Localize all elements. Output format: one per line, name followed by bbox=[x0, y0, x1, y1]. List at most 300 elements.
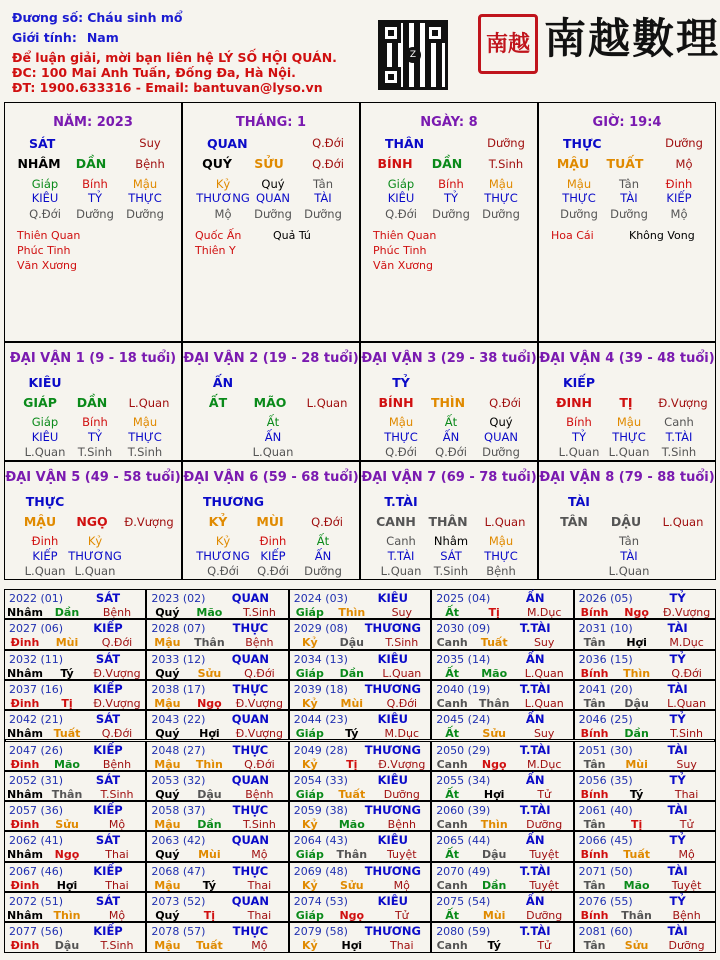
year-chi: Mùi bbox=[340, 696, 364, 710]
year-god: KIẾP bbox=[93, 621, 123, 636]
dai-van-cell bbox=[538, 461, 716, 580]
year-can: Tân bbox=[583, 636, 606, 650]
year-cell bbox=[431, 771, 573, 801]
year-label: 2034 (13) bbox=[293, 652, 348, 666]
qr-code-icon[interactable] bbox=[378, 20, 448, 90]
pillar-cell bbox=[360, 102, 538, 342]
dai-van-god: KIÊU bbox=[28, 375, 62, 390]
hidden-stem: Bính bbox=[82, 415, 108, 429]
dai-van-chi: TỊ bbox=[619, 395, 633, 410]
year-can: Ất bbox=[445, 787, 460, 801]
year-label: 2081 (60) bbox=[578, 925, 633, 939]
year-god: THỰC bbox=[232, 621, 269, 636]
year-chi: Thân bbox=[621, 909, 652, 922]
year-label: 2052 (31) bbox=[9, 773, 64, 787]
year-cell bbox=[289, 589, 431, 619]
year-state: Tử bbox=[679, 818, 694, 832]
hidden-state: Mộ bbox=[670, 207, 688, 221]
pillar-title: NĂM: 2023 bbox=[53, 115, 133, 130]
dai-van-title: ĐẠI VẬN 1 (9 - 18 tuổi) bbox=[9, 351, 177, 366]
year-label: 2056 (35) bbox=[578, 773, 633, 787]
hidden-god: THƯƠNG bbox=[68, 549, 122, 563]
year-god: TỶ bbox=[669, 651, 686, 666]
year-chi: Tị bbox=[203, 909, 216, 922]
year-chi: Tý bbox=[487, 939, 501, 953]
year-god: SÁT bbox=[95, 833, 121, 848]
year-chi: Mão bbox=[481, 666, 508, 680]
year-cell bbox=[289, 680, 431, 710]
year-can: Quý bbox=[155, 909, 180, 922]
year-god: TỶ bbox=[669, 833, 686, 848]
year-god: KIẾP bbox=[93, 863, 123, 878]
special-star: Phúc Tinh bbox=[373, 244, 427, 257]
year-cell bbox=[146, 650, 288, 680]
year-chi: Hợi bbox=[626, 636, 647, 650]
year-can: Canh bbox=[436, 818, 468, 832]
dai-van-cell bbox=[4, 342, 182, 461]
hidden-god: THỰC bbox=[128, 430, 162, 444]
pillar-can: BÍNH bbox=[377, 156, 413, 171]
year-cell bbox=[289, 922, 431, 952]
year-can: Canh bbox=[436, 636, 468, 650]
year-cell bbox=[146, 589, 288, 619]
year-god: T.TÀI bbox=[519, 924, 551, 939]
year-label: 2027 (06) bbox=[9, 622, 64, 636]
hidden-state: Dưỡng bbox=[304, 207, 342, 221]
year-chi: Ngọ bbox=[481, 757, 507, 771]
year-cell bbox=[289, 771, 431, 801]
year-god: TÀI bbox=[667, 924, 688, 939]
year-label: 2040 (19) bbox=[436, 682, 491, 696]
year-can: Canh bbox=[436, 939, 468, 953]
dai-van-god: ẤN bbox=[212, 375, 234, 390]
year-can: Ất bbox=[445, 606, 460, 619]
dai-van-god: T.TÀI bbox=[384, 494, 418, 509]
dai-van-cell bbox=[182, 342, 360, 461]
year-god: KIÊU bbox=[377, 772, 408, 787]
year-cell bbox=[574, 892, 716, 922]
year-god: THƯƠNG bbox=[364, 863, 421, 878]
year-label: 2071 (50) bbox=[578, 864, 633, 878]
hidden-state: Q.Đới bbox=[385, 445, 417, 459]
year-can: Kỷ bbox=[301, 818, 318, 832]
year-label: 2048 (27) bbox=[151, 743, 206, 757]
hidden-stem: Bính bbox=[438, 177, 464, 191]
hidden-god: QUAN bbox=[484, 430, 518, 444]
year-chi: Tị bbox=[346, 757, 358, 771]
year-can: Bính bbox=[580, 848, 609, 862]
year-label: 2059 (38) bbox=[293, 804, 348, 818]
year-god: QUAN bbox=[231, 894, 270, 908]
hidden-stem: Đinh bbox=[665, 177, 693, 191]
dai-van-state: Đ.Vượng bbox=[124, 515, 174, 529]
year-god: KIÊU bbox=[377, 833, 408, 848]
year-god: THƯƠNG bbox=[364, 621, 421, 636]
year-label: 2068 (47) bbox=[151, 864, 206, 878]
year-cell bbox=[574, 771, 716, 801]
year-god: KIÊU bbox=[377, 651, 408, 666]
year-label: 2037 (16) bbox=[9, 682, 64, 696]
special-star: Quốc Ấn bbox=[195, 229, 242, 242]
year-label: 2073 (52) bbox=[151, 895, 206, 908]
year-chi: Dần bbox=[339, 666, 364, 680]
year-can: Quý bbox=[155, 848, 180, 862]
year-god: TỶ bbox=[669, 894, 686, 908]
year-can: Quý bbox=[155, 666, 180, 680]
year-can: Đinh bbox=[10, 878, 40, 892]
hidden-state: Dưỡng bbox=[76, 207, 114, 221]
year-state: M.Dục bbox=[526, 606, 562, 619]
dai-van-chi: MÙI bbox=[256, 514, 284, 529]
year-chi: Thân bbox=[336, 848, 368, 862]
dai-van-god: TỶ bbox=[392, 375, 410, 390]
dai-van-can: ĐINH bbox=[555, 395, 593, 410]
hidden-stem: Tân bbox=[312, 177, 334, 191]
year-label: 2064 (43) bbox=[293, 834, 348, 848]
qr-center-logo: Z bbox=[405, 47, 421, 63]
year-chi: Dậu bbox=[624, 696, 649, 710]
year-god: THỰC bbox=[232, 803, 269, 818]
dai-van-title: ĐẠI VẬN 2 (19 - 28 tuổi) bbox=[183, 351, 359, 366]
dai-van-title: ĐẠI VẬN 6 (59 - 68 tuổi) bbox=[183, 470, 359, 485]
year-can: Bính bbox=[580, 666, 609, 680]
dai-van-can: KỶ bbox=[208, 514, 228, 529]
year-god: THỰC bbox=[232, 742, 269, 757]
year-cell bbox=[574, 619, 716, 649]
year-cell bbox=[574, 650, 716, 680]
year-cell bbox=[289, 619, 431, 649]
year-god: T.TÀI bbox=[519, 863, 551, 878]
year-chi: Ngọ bbox=[197, 696, 222, 710]
year-state: Dưỡng bbox=[668, 939, 705, 953]
year-label: 2066 (45) bbox=[578, 834, 633, 848]
year-state: Bệnh bbox=[245, 636, 274, 650]
dai-van-can: BÍNH bbox=[378, 395, 414, 410]
year-god: ẤN bbox=[525, 651, 545, 666]
year-label: 2075 (54) bbox=[436, 895, 491, 908]
pillar-state: Bệnh bbox=[135, 157, 165, 171]
hidden-god: THƯƠNG bbox=[196, 549, 250, 563]
year-god: THƯƠNG bbox=[364, 803, 421, 818]
year-label: 2060 (39) bbox=[436, 804, 491, 818]
year-god: THỰC bbox=[232, 924, 269, 939]
dai-van-state: L.Quan bbox=[484, 515, 526, 529]
year-god: ẤN bbox=[525, 894, 545, 908]
hidden-god: THỰC bbox=[484, 549, 518, 563]
year-can: Kỷ bbox=[301, 878, 318, 892]
hidden-stem: Mậu bbox=[566, 177, 592, 191]
year-cell bbox=[146, 619, 288, 649]
hidden-god: THỰC bbox=[384, 430, 418, 444]
year-can: Mậu bbox=[154, 757, 181, 771]
year-label: 2053 (32) bbox=[151, 773, 206, 787]
year-can: Mậu bbox=[154, 939, 181, 953]
hidden-god: ẤN bbox=[442, 430, 460, 444]
dai-van-chi: THÂN bbox=[428, 514, 468, 529]
year-state: L.Quan bbox=[382, 666, 422, 680]
hidden-god: KIẾP bbox=[32, 549, 58, 563]
year-god: THƯƠNG bbox=[364, 742, 421, 757]
year-cell bbox=[289, 862, 431, 892]
year-chi: Mão bbox=[623, 878, 650, 892]
year-label: 2032 (11) bbox=[9, 652, 64, 666]
year-cell bbox=[574, 801, 716, 831]
hidden-god: KIÊU bbox=[387, 191, 415, 205]
pillar-chi: TUẤT bbox=[606, 156, 644, 171]
hidden-god: SÁT bbox=[440, 549, 462, 563]
year-label: 2022 (01) bbox=[9, 592, 64, 605]
dai-van-god: KIẾP bbox=[562, 375, 596, 390]
year-god: THỰC bbox=[232, 863, 269, 878]
year-cell bbox=[431, 801, 573, 831]
year-chi: Mùi bbox=[625, 757, 648, 771]
year-state: M.Dục bbox=[526, 757, 562, 771]
year-state: Mộ bbox=[108, 818, 126, 832]
year-state: Suy bbox=[533, 727, 555, 741]
hidden-god: QUAN bbox=[256, 191, 290, 205]
year-chi: Tuất bbox=[195, 939, 223, 953]
year-god: TÀI bbox=[667, 621, 688, 636]
hidden-state: L.Quan bbox=[74, 564, 116, 578]
dai-van-state: Q.Đới bbox=[311, 515, 343, 529]
year-god: QUAN bbox=[231, 591, 270, 605]
pillar-god-top: THỰC bbox=[563, 136, 602, 151]
hidden-stem: Ất bbox=[316, 534, 330, 548]
year-state: Đ.Vượng bbox=[662, 606, 711, 619]
year-can: Tân bbox=[583, 939, 606, 953]
year-cell bbox=[146, 862, 288, 892]
year-state: Q.Đới bbox=[386, 696, 418, 710]
hidden-state: Q.Đới bbox=[257, 564, 289, 578]
dai-van-can: GIÁP bbox=[23, 395, 57, 410]
hidden-god: ẤN bbox=[314, 549, 332, 563]
hidden-state: Dưỡng bbox=[482, 207, 520, 221]
year-state: Bệnh bbox=[672, 909, 701, 922]
year-can: Quý bbox=[155, 727, 180, 741]
year-state: M.Dục bbox=[384, 727, 420, 741]
dai-van-cell bbox=[182, 461, 360, 580]
year-cell bbox=[574, 741, 716, 771]
year-label: 2045 (24) bbox=[436, 713, 491, 727]
pillar-god-top: QUAN bbox=[207, 136, 248, 151]
year-can: Ất bbox=[445, 909, 460, 922]
hidden-state: T.Sinh bbox=[127, 445, 163, 459]
hidden-stem: Mậu bbox=[488, 534, 514, 548]
year-can: Đinh bbox=[10, 757, 40, 771]
year-cell bbox=[289, 710, 431, 740]
year-cell bbox=[146, 680, 288, 710]
hidden-state: Dưỡng bbox=[482, 445, 520, 459]
year-can: Tân bbox=[583, 757, 606, 771]
header bbox=[0, 0, 720, 100]
year-can: Ất bbox=[445, 666, 460, 680]
hidden-state: Dưỡng bbox=[304, 564, 342, 578]
year-chi: Tị bbox=[630, 818, 643, 832]
year-can: Nhâm bbox=[7, 787, 43, 801]
year-cell bbox=[431, 710, 573, 740]
year-god: TÀI bbox=[667, 681, 688, 696]
pillar-can: QUÝ bbox=[202, 156, 232, 171]
dai-van-chi: MÃO bbox=[253, 395, 287, 410]
hidden-state: T.Sinh bbox=[77, 445, 113, 459]
year-god: KIẾP bbox=[93, 742, 123, 757]
year-label: 2062 (41) bbox=[9, 834, 64, 848]
year-label: 2028 (07) bbox=[151, 622, 206, 636]
year-chi: Mùi bbox=[482, 909, 506, 922]
year-cell bbox=[431, 741, 573, 771]
pillar-cell bbox=[182, 102, 360, 342]
special-star: Văn Xương bbox=[17, 259, 77, 272]
year-label: 2023 (02) bbox=[151, 592, 206, 605]
year-state: Thai bbox=[390, 939, 414, 953]
year-cell bbox=[146, 892, 288, 922]
year-cell bbox=[431, 619, 573, 649]
year-label: 2024 (03) bbox=[293, 592, 348, 605]
year-label: 2039 (18) bbox=[293, 682, 348, 696]
address-line: ĐC: 100 Mai Anh Tuấn, Đống Đa, Hà Nội. bbox=[12, 65, 296, 80]
year-cell bbox=[289, 801, 431, 831]
dai-van-can: TÂN bbox=[560, 514, 588, 529]
year-state: M.Dục bbox=[669, 636, 704, 650]
special-star: Thiên Y bbox=[195, 244, 236, 257]
year-state: Suy bbox=[676, 757, 697, 771]
year-cell bbox=[146, 831, 288, 861]
year-chi: Hợi bbox=[341, 939, 363, 953]
pillar-title: NGÀY: 8 bbox=[420, 115, 478, 130]
year-cell bbox=[431, 892, 573, 922]
year-can: Ất bbox=[445, 727, 460, 741]
hidden-stem: Kỷ bbox=[215, 534, 231, 548]
year-can: Quý bbox=[155, 787, 180, 801]
hidden-state: Q.Đới bbox=[435, 445, 467, 459]
year-can: Nhâm bbox=[7, 606, 43, 619]
hidden-stem: Nhâm bbox=[433, 534, 469, 548]
hidden-state: L.Quan bbox=[558, 445, 600, 459]
year-state: Thai bbox=[105, 848, 129, 862]
year-god: SÁT bbox=[95, 591, 121, 605]
year-cell bbox=[4, 771, 146, 801]
year-cell bbox=[146, 801, 288, 831]
year-cell bbox=[431, 922, 573, 952]
hidden-stem: Giáp bbox=[387, 177, 415, 191]
special-star: Không Vong bbox=[629, 229, 695, 242]
year-cell bbox=[4, 650, 146, 680]
year-label: 2041 (20) bbox=[578, 682, 633, 696]
year-label: 2044 (23) bbox=[293, 713, 348, 727]
dai-van-state: L.Quan bbox=[662, 515, 704, 529]
year-cell bbox=[146, 741, 288, 771]
year-chi: Dậu bbox=[197, 787, 222, 801]
year-god: T.TÀI bbox=[519, 621, 551, 636]
year-god: TỶ bbox=[669, 772, 686, 787]
hidden-god: TỶ bbox=[87, 430, 103, 444]
hidden-state: L.Quan bbox=[608, 445, 650, 459]
year-can: Kỷ bbox=[301, 757, 318, 771]
year-chi: Dậu bbox=[339, 636, 364, 650]
year-can: Đinh bbox=[10, 939, 40, 953]
hidden-state: Dưỡng bbox=[432, 207, 470, 221]
year-chi: Tý bbox=[629, 787, 644, 801]
year-cell bbox=[431, 589, 573, 619]
year-state: Q.Đới bbox=[244, 666, 275, 680]
dai-van-title: ĐẠI VẬN 5 (49 - 58 tuổi) bbox=[5, 470, 181, 485]
year-cell bbox=[574, 922, 716, 952]
year-can: Ất bbox=[445, 848, 460, 862]
year-chi: Tị bbox=[61, 696, 73, 710]
dai-van-chi: DẬU bbox=[610, 514, 642, 529]
year-label: 2046 (25) bbox=[578, 713, 633, 727]
year-can: Mậu bbox=[154, 818, 181, 832]
year-label: 2026 (05) bbox=[578, 592, 633, 605]
hidden-god: TỶ bbox=[87, 191, 103, 205]
pillar-can: MẬU bbox=[556, 156, 590, 171]
hidden-stem: Mậu bbox=[616, 415, 642, 429]
year-chi: Ngọ bbox=[54, 848, 80, 862]
year-label: 2065 (44) bbox=[436, 834, 491, 848]
hidden-god: T.TÀI bbox=[665, 430, 693, 444]
pillar-title: GIỜ: 19:4 bbox=[592, 115, 662, 130]
pillar-cell bbox=[538, 102, 716, 342]
special-star: Văn Xương bbox=[373, 259, 433, 272]
dai-van-god: THƯƠNG bbox=[203, 494, 265, 509]
year-chi: Dần bbox=[481, 878, 507, 892]
year-god: T.TÀI bbox=[519, 803, 551, 818]
year-state: T.Sinh bbox=[242, 818, 276, 832]
hidden-stem: Canh bbox=[386, 534, 416, 548]
year-label: 2072 (51) bbox=[9, 895, 64, 908]
hidden-stem: Mậu bbox=[388, 415, 414, 429]
year-label: 2029 (08) bbox=[293, 622, 348, 636]
hidden-state: T.Sinh bbox=[661, 445, 697, 459]
year-chi: Hợi bbox=[199, 727, 220, 741]
year-label: 2080 (59) bbox=[436, 925, 491, 939]
year-god: QUAN bbox=[231, 651, 270, 666]
hidden-god: TỶ bbox=[571, 430, 587, 444]
hidden-stem: Mậu bbox=[132, 177, 158, 191]
year-god: ẤN bbox=[525, 712, 545, 727]
hidden-god: THỰC bbox=[128, 191, 162, 205]
year-chi: Dần bbox=[624, 727, 649, 741]
year-god: TỶ bbox=[669, 591, 686, 605]
year-cell bbox=[4, 922, 146, 952]
year-state: L.Quan bbox=[524, 666, 564, 680]
hidden-stem: Mậu bbox=[132, 415, 158, 429]
hidden-god: THỰC bbox=[484, 191, 518, 205]
hidden-stem: Quý bbox=[261, 177, 285, 191]
year-cell bbox=[574, 710, 716, 740]
year-chi: Mùi bbox=[55, 636, 79, 650]
year-can: Giáp bbox=[295, 909, 324, 922]
hidden-stem: Kỷ bbox=[87, 534, 103, 548]
year-god: TÀI bbox=[667, 742, 688, 757]
gender-line: Giới tính: Nam bbox=[12, 30, 119, 45]
year-chi: Tị bbox=[488, 606, 500, 619]
year-state: Mộ bbox=[251, 848, 268, 862]
dai-van-state: L.Quan bbox=[128, 396, 170, 410]
year-state: Đ.Vượng bbox=[235, 696, 283, 710]
hidden-stem: Bính bbox=[82, 177, 108, 191]
hidden-god: TÀI bbox=[314, 191, 332, 205]
contact-line: Để luận giải, mời bạn liên hệ LÝ SỐ HỘI QUÁN. bbox=[12, 50, 337, 65]
year-label: 2049 (28) bbox=[293, 743, 348, 757]
dai-van-title: ĐẠI VẬN 7 (69 - 78 tuổi) bbox=[361, 470, 537, 485]
pillar-chi: SỬU bbox=[254, 156, 284, 171]
dai-van-cell bbox=[360, 461, 538, 580]
special-star: Quả Tú bbox=[273, 229, 311, 242]
hidden-stem: Kỷ bbox=[215, 177, 231, 191]
hidden-stem: Bính bbox=[566, 415, 592, 429]
dai-van-state: L.Quan bbox=[306, 396, 348, 410]
